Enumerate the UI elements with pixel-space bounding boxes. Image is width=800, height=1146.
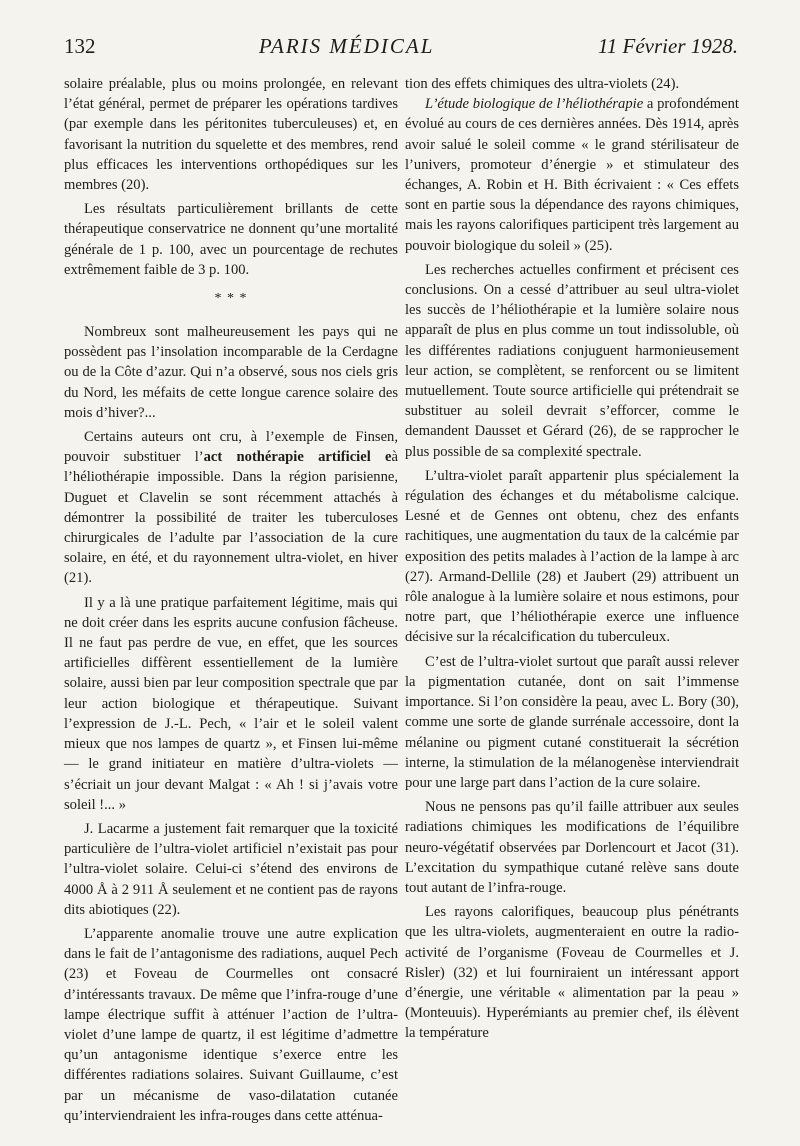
issue-date: 11 Février 1928. [597, 34, 738, 58]
paragraph: J. Lacarme a justement fait remarquer que la toxicité particulière de l’ultra-violet artificiel n’existait pas pour l’ultra-violet solaire. Celui-ci s’étend des environs de 4000 Å à 2 911 Å seulement et ne contient pas de rayons dits abiotiques (22). [64, 820, 398, 918]
paragraph-text: Certains auteurs ont cru, à l’exemple de Finsen, pouvoir substituer l’ [64, 429, 398, 466]
paragraph: L’ultra-violet paraît appartenir plus spécialement la régulation des échanges et du métabolisme calcique. Lesné et de Gennes ont obtenu, chez des enfants rachitiques, une augmentation du taux de la calcémie par exposition des petits malades à l’action de la lampe à arc (27). Armand-Dellile (28) et Jaubert (29) attribuent un rôle analogue à la lumière solaire et nous estimons, pour notre part, que l’héliothérapie exerce une influence décisive sur la récalcification du tuberculeux. [405, 467, 739, 646]
paragraph [405, 94, 739, 256]
paragraph: C’est de l’ultra-violet surtout que paraît aussi relever la pigmentation cutanée, dont on sait l’immense importance. Si l’on considère la peau, avec L. Bory (30), comme une sorte de glande surrénale accessoire, dont la mélanine ou pigment cutané constituerait la sécrétion interne, la stimulation de la mélanogenèse interviendrait pour une large part dans l’action de la cure solaire. [405, 653, 739, 791]
paragraph: L’apparente anomalie trouve une autre explication dans le fait de l’antagonisme des radiations, auquel Pech (23) et Foveau de Courmelles ont consacré d’intéressants travaux. De même que l’infra-rouge d’une lampe électrique suffit à atténuer l’action de l’ultra-violet d’une lampe de quartz, il est légitime d’admettre qu’un antagonisme identique s’exerce entre les différentes radiations solaires. Suivant Guillaume, c’est par un mécanisme de vaso-dilatation cutanée qu’interviendraient les infra-rouges dans cette atténua- [64, 925, 398, 1124]
section-separator: * * * [214, 291, 248, 307]
page-number: 132 [64, 34, 96, 58]
paragraph: Nombreux sont malheureusement les pays qui ne possèdent pas l’insolation incomparable de la Cerdagne ou de la Côte d’azur. Qui n’a observé, sous nos ciels gris du Nord, les méfaits de cette longue carence solaire des mois d’hiver?... [64, 324, 398, 421]
paragraph: Les résultats particulièrement brillants de cette thérapeutique conservatrice ne donnent qu’une mortalité générale de 1 p. 100, avec un pourcentage de rechutes extrêmement faible de 3 p. 100. [64, 201, 398, 278]
paragraph: Les recherches actuelles confirment et précisent ces conclusions. On a cessé d’attribuer au seul ultra-violet les succès de l’héliothérapie et la lumière solaire nous apparaît de plus en plus comme un tout indissoluble, où les différentes radiations conjuguent harmonieusement leur action, se complètent, se renforcent ou se limitent mutuellement. Toute source artificielle qui prétendrait se substituer au soleil devrait s’efforcer, comme le demandent Dausset et Gérard (26), de se rapprocher le plus possible de sa complexité spectrale. [405, 261, 739, 460]
paragraph-text: à l’héliothérapie impossible. Dans la région parisienne, Duguet et Clavelin se sont récemment attachés à démontrer la possibilité de traiter les tuberculoses chirurgicales de l’adulte par l’association de la cure solaire, en été, et du rayonnement ultra-violet, en hiver (21). [64, 449, 398, 587]
paragraph: tion des effets chimiques des ultra-violets (24). [405, 76, 680, 92]
running-header [64, 34, 738, 70]
paragraph-text: a profondément évolué au cours de ces dernières années. Dès 1914, après avoir salué le soleil comme « le grand stérilisateur de l’univers, promoteur d’énergie » et stimulateur des échanges, A. Robin et H. Bith écrivaient : « Ces effets sont en partie sous la dépendance des rayons chimiques, mais les rayons calorifiques participent très largement au pouvoir biologique du soleil » (25). [405, 96, 739, 254]
paragraph: solaire préalable, plus ou moins prolongée, en relevant l’état général, permet de préparer les opérations tardives (par exemple dans les péritonites tuberculeuses) et, en favorisant la nutrition du squelette et des membres, rend plus efficaces les interventions orthopédiques sur les membres (20). [64, 76, 398, 194]
section-heading-italic: L’étude biologique de l’héliothérapie [425, 96, 644, 113]
left-column [64, 74, 398, 1126]
paragraph: Les rayons calorifiques, beaucoup plus pénétrants que les ultra-violets, augmenteraient en outre la radio-activité de l’organisme (Foveau de Courmelles et J. Risler) (32) et lui fourniraient un intéressant apport d’énergie, une véritable « alimentation par la peau » (Monteuuis). Hyperémiants au premier chef, ils élèvent la température [405, 904, 739, 1042]
paragraph [64, 427, 398, 589]
emphasis-term: act nothérapie artificiel e [203, 449, 392, 466]
right-column [405, 74, 739, 1044]
journal-title: PARIS MÉDICAL [258, 34, 435, 58]
paragraph: Nous ne pensons pas qu’il faille attribuer aux seules radiations chimiques les modifications de l’équilibre neuro-végétatif observées par Dorlencourt et Jacot (31). L’excitation du sympathique cutané relève sans doute tout autant de l’infra-rouge. [405, 799, 739, 896]
paragraph: Il y a là une pratique parfaitement légitime, mais qui ne doit créer dans les esprits aucune confusion fâcheuse. Il ne faut pas perdre de vue, en effet, que les sources artificielles diffèrent essentiellement de la lumière solaire, aussi bien par leur composition spectrale que par leur action biologique et thérapeutique. Suivant l’expression de J.-L. Pech, « l’air et le soleil valent mieux que nos lampes de quartz », et Finsen lui-même — le grand initiateur en matière d’ultra-violets — s’écriait un jour devant Malgat : « Ah ! si j’avais votre soleil !... » [64, 594, 398, 813]
